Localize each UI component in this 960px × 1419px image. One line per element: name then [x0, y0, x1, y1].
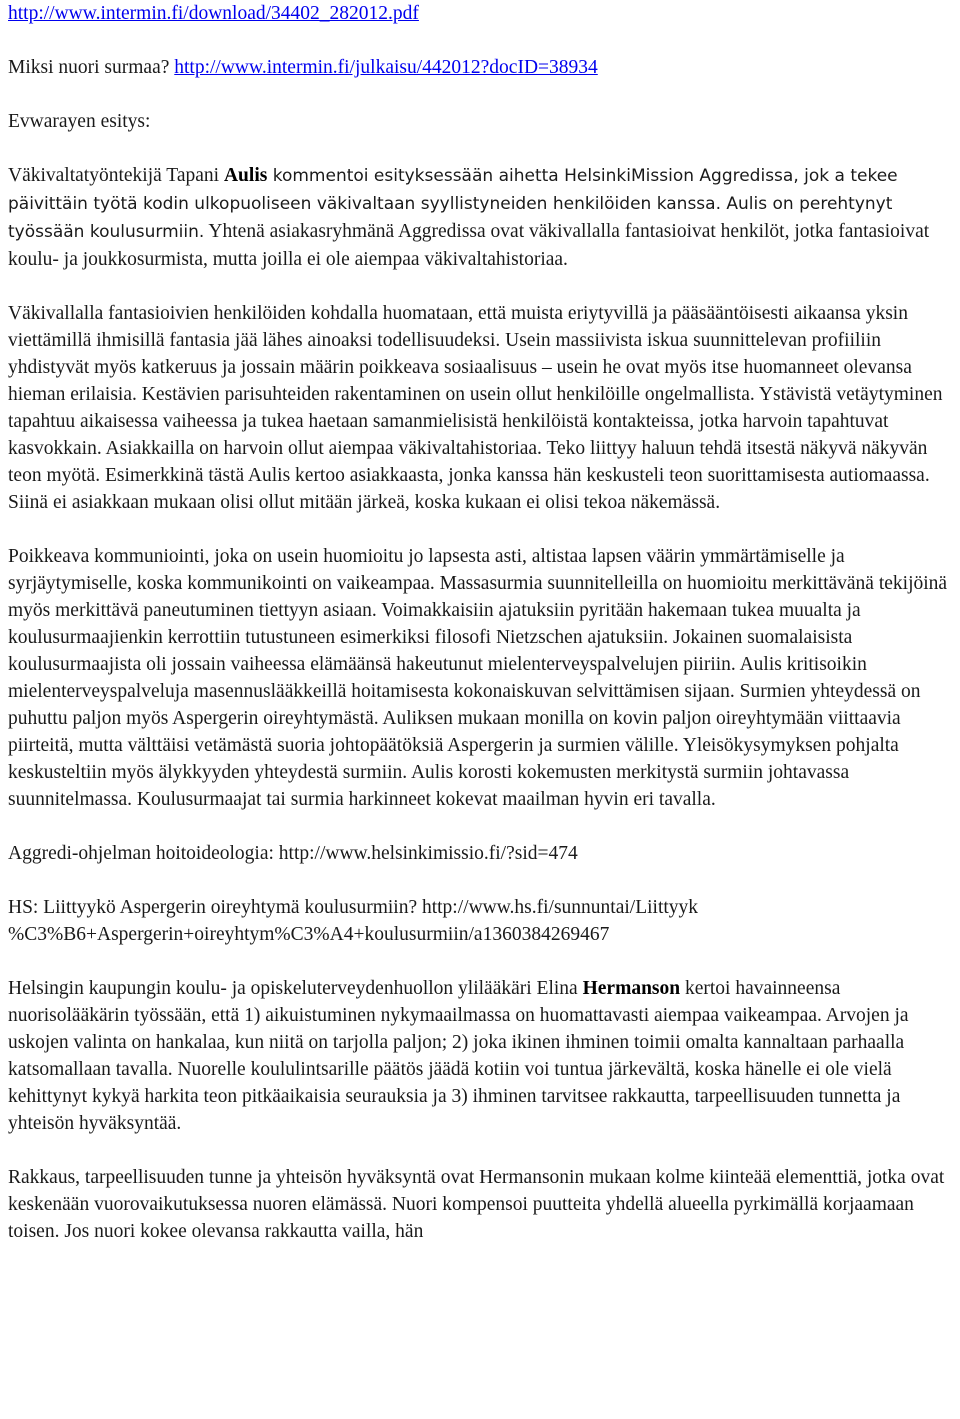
hermanson-paragraph-2: Rakkaus, tarpeellisuuden tunne ja yhteisön hyväksyntä ovat Hermansonin mukaan kolme kiinteää elementtiä, jotka ovat keskenään vuorovaikutuksessa nuoren elämässä. Nuori kompensoi puutteita yhdellä alueella pyrkimällä korjaamaan toisen. Jos nuori kokee olevansa rakkautta vailla, hän: [8, 1167, 945, 1242]
aulis-name-bold: Aulis: [223, 165, 268, 186]
miksi-line: [8, 54, 952, 81]
aulis-paragraph-1: [8, 162, 952, 273]
hermanson-p1-body: kertoi havainneensa nuorisolääkärin työssään, että 1) aikuistuminen nykymaailmassa on huomattavasti aiempaa vaikeampaa. Arvojen ja uskojen valinta on hankalaa, kun niitä on tarjolla paljon; 2) joka ikinen ihminen toimii omalta kannaltaan parhaalla katsomallaan tavalla. Nuorelle koululintsarille päätös jäädä kotiin voi tuntua järkevältä, koska hänelle ei ole vielä kehittynyt kykyä harkita teon pitkäaikaisia seurauksia ja 3) ihminen tarvitsee rakkautta, tarpeellisuuden tunnetta ja yhteisön hyväksyntää.: [8, 978, 909, 1134]
miksi-label: Miksi nuori surmaa?: [8, 57, 170, 78]
hs-reference-line-2: %C3%B6+Aspergerin+oireyhtym%C3%A4+koulusurmiin/a1360384269467: [8, 924, 610, 945]
hs-reference: [8, 894, 952, 948]
evwaraya-heading: Evwarayen esitys:: [8, 111, 151, 132]
hermanson-name-bold: Hermanson: [582, 978, 681, 999]
aulis-p1-body: kommentoi esityksessään aihetta HelsinkiMission Aggredissa, jok a tekee päivittäin työtä kodin ulkopuoliseen väkivaltaan syyllistyneiden henkilöiden kanssa. Aulis on perehtynyt työssään koulusurmiin.: [8, 166, 898, 242]
aggredi-reference: Aggredi-ohjelman hoitoideologia: http://www.helsinkimissio.fi/?sid=474: [8, 843, 578, 864]
download-link-line: [8, 0, 952, 27]
aulis-paragraph-2: Väkivallalla fantasioivien henkilöiden kohdalla huomataan, että muista eriytyvillä ja pääsääntöisesti aikaansa yksin viettämillä ihmisillä fantasia jää lähes ainoaksi todellisuudeksi. Usein massiivista iskua suunnittelevan profiiliin yhdistyvät myös katkeruus ja jossain määrin poikkeava sosiaalisuus – usein he ovat myös itse huomanneet olevansa hieman erilaisia. Kestävien parisuhteiden rakentaminen on usein ollut henkilöille ongelmallista. Ystävistä vetäytyminen tapahtuu aikaisessa vaiheessa ja tukea haetaan samanmielisistä henkilöistä kontakteissa, jotka harvoin tapahtuvat kasvokkain. Asiakkailla on harvoin ollut aiempaa väkivaltahistoriaa. Teko liittyy haluun tehdä itsestä näkyvä näkyvän teon myötä. Esimerkkinä tästä Aulis kertoo asiakkaasta, jonka kanssa hän keskusteli teon suorittamisesta autiomaassa. Siinä ei asiakkaan mukaan olisi ollut mitään järkeä, koska kukaan ei olisi tekoa näkemässä.: [8, 303, 943, 513]
download-pdf-link[interactable]: http://www.intermin.fi/download/34402_282012.pdf: [8, 3, 419, 24]
aulis-p1-intro: Väkivaltatyöntekijä Tapani: [8, 165, 224, 186]
hs-reference-line-1: HS: Liittyykö Aspergerin oireyhtymä koulusurmiin? http://www.hs.fi/sunnuntai/Liittyyk: [8, 897, 699, 918]
aulis-paragraph-3: Poikkeava kommuniointi, joka on usein huomioitu jo lapsesta asti, altistaa lapsen väärin ymmärtämiselle ja syrjäytymiselle, koska kommunikointi on vaikeampaa. Massasurmia suunnitelleilla on huomioitu merkittävänä tekijöinä myös merkittävä paneutuminen tiettyyn asiaan. Voimakkaisiin ajatuksiin pyritään hakemaan tukea muualta ja koulusurmaajienkin kerrottiin tutustuneen esimerkiksi filosofi Nietzschen ajatuksiin. Jokainen suomalaisista koulusurmaajista oli jossain vaiheessa elämäänsä hakeutunut mielenterveyspalvelujen piiriin. Aulis kritisoikin mielenterveyspalveluja masennuslääkkeillä hoitamisesta kokonaiskuvan selvittämisen sijaan. Surmien yhteydessä on puhuttu paljon myös Aspergerin oireyhtymästä. Auliksen mukaan monilla on kovin paljon oireyhtymään viittaavia piirteitä, mutta välttäisi vetämästä suoria johtopäätöksiä Aspergerin ja surmien välille. Yleisökysymyksen pohjalta keskusteltiin myös älykkyyden yhteydestä surmiin. Aulis korosti kokemusten merkitystä surmiin johtavassa suunnitelmassa. Koulusurmaajat tai surmia harkinneet kokevat maailman hyvin eri tavalla.: [8, 546, 948, 810]
aulis-p1-tail: Yhtenä asiakasryhmänä Aggredissa ovat väkivallalla fantasioivat henkilöt, jotka fantasioivat koulu- ja joukkosurmista, mutta joilla ei ole aiempaa väkivaltahistoriaa.: [8, 221, 930, 270]
hermanson-paragraph-1: [8, 975, 952, 1137]
julkaisu-link[interactable]: http://www.intermin.fi/julkaisu/442012?docID=38934: [174, 57, 598, 78]
hermanson-p1-intro: Helsingin kaupungin koulu- ja opiskeluterveydenhuollon ylilääkäri Elina: [8, 978, 583, 999]
